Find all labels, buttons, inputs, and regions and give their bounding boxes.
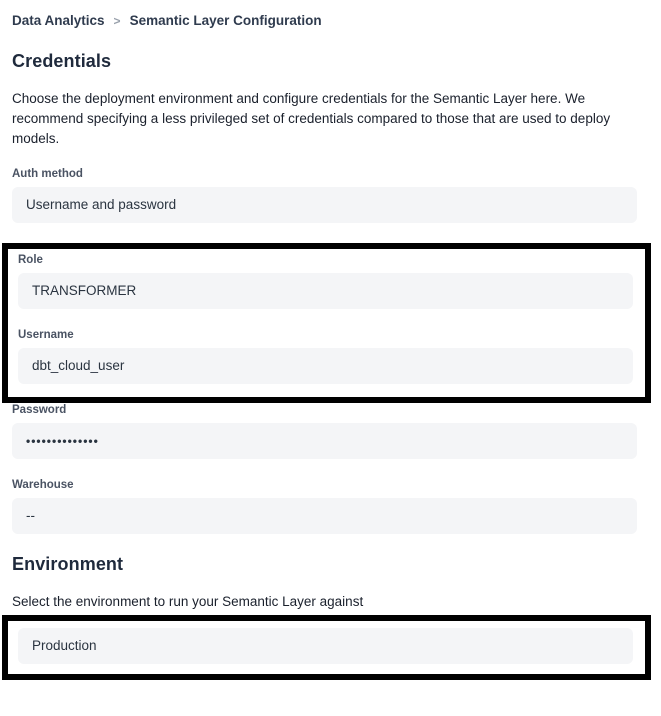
username-label: Username bbox=[18, 328, 74, 341]
credentials-description: Choose the deployment environment and configure credentials for the Semantic Layer here. We recommend specifying a less privileged set of credentials compared to those that are used to deploy models. bbox=[12, 91, 611, 146]
username-input[interactable]: dbt_cloud_user bbox=[18, 348, 633, 384]
environment-field-group bbox=[18, 628, 633, 664]
role-input[interactable]: TRANSFORMER bbox=[18, 273, 633, 309]
credentials-section bbox=[12, 51, 637, 534]
breadcrumb-item-data-analytics[interactable]: Data Analytics bbox=[12, 13, 105, 28]
breadcrumb-item-semantic-layer-configuration[interactable]: Semantic Layer Configuration bbox=[129, 13, 322, 28]
credentials-title: Credentials bbox=[12, 51, 112, 71]
auth-method-label: Auth method bbox=[12, 167, 83, 180]
auth-method-field-group bbox=[12, 168, 637, 223]
warehouse-label: Warehouse bbox=[12, 478, 74, 491]
environment-select[interactable]: Production bbox=[18, 628, 633, 664]
username-field-group bbox=[18, 329, 633, 384]
password-label: Password bbox=[12, 403, 67, 416]
warehouse-field-group bbox=[12, 479, 637, 534]
password-field-group bbox=[12, 404, 637, 459]
environment-title: Environment bbox=[12, 553, 124, 574]
chevron-right-icon: > bbox=[113, 13, 121, 28]
breadcrumb bbox=[12, 13, 637, 28]
password-input[interactable]: •••••••••••••• bbox=[12, 423, 637, 459]
annotation-highlight-role-username bbox=[2, 243, 651, 403]
warehouse-input[interactable]: -- bbox=[12, 498, 637, 534]
role-label: Role bbox=[18, 253, 43, 266]
annotation-highlight-environment bbox=[2, 615, 651, 680]
role-field-group bbox=[18, 254, 633, 309]
auth-method-input[interactable]: Username and password bbox=[12, 187, 637, 223]
environment-section bbox=[12, 554, 637, 680]
environment-description: Select the environment to run your Semantic Layer against bbox=[12, 593, 364, 609]
